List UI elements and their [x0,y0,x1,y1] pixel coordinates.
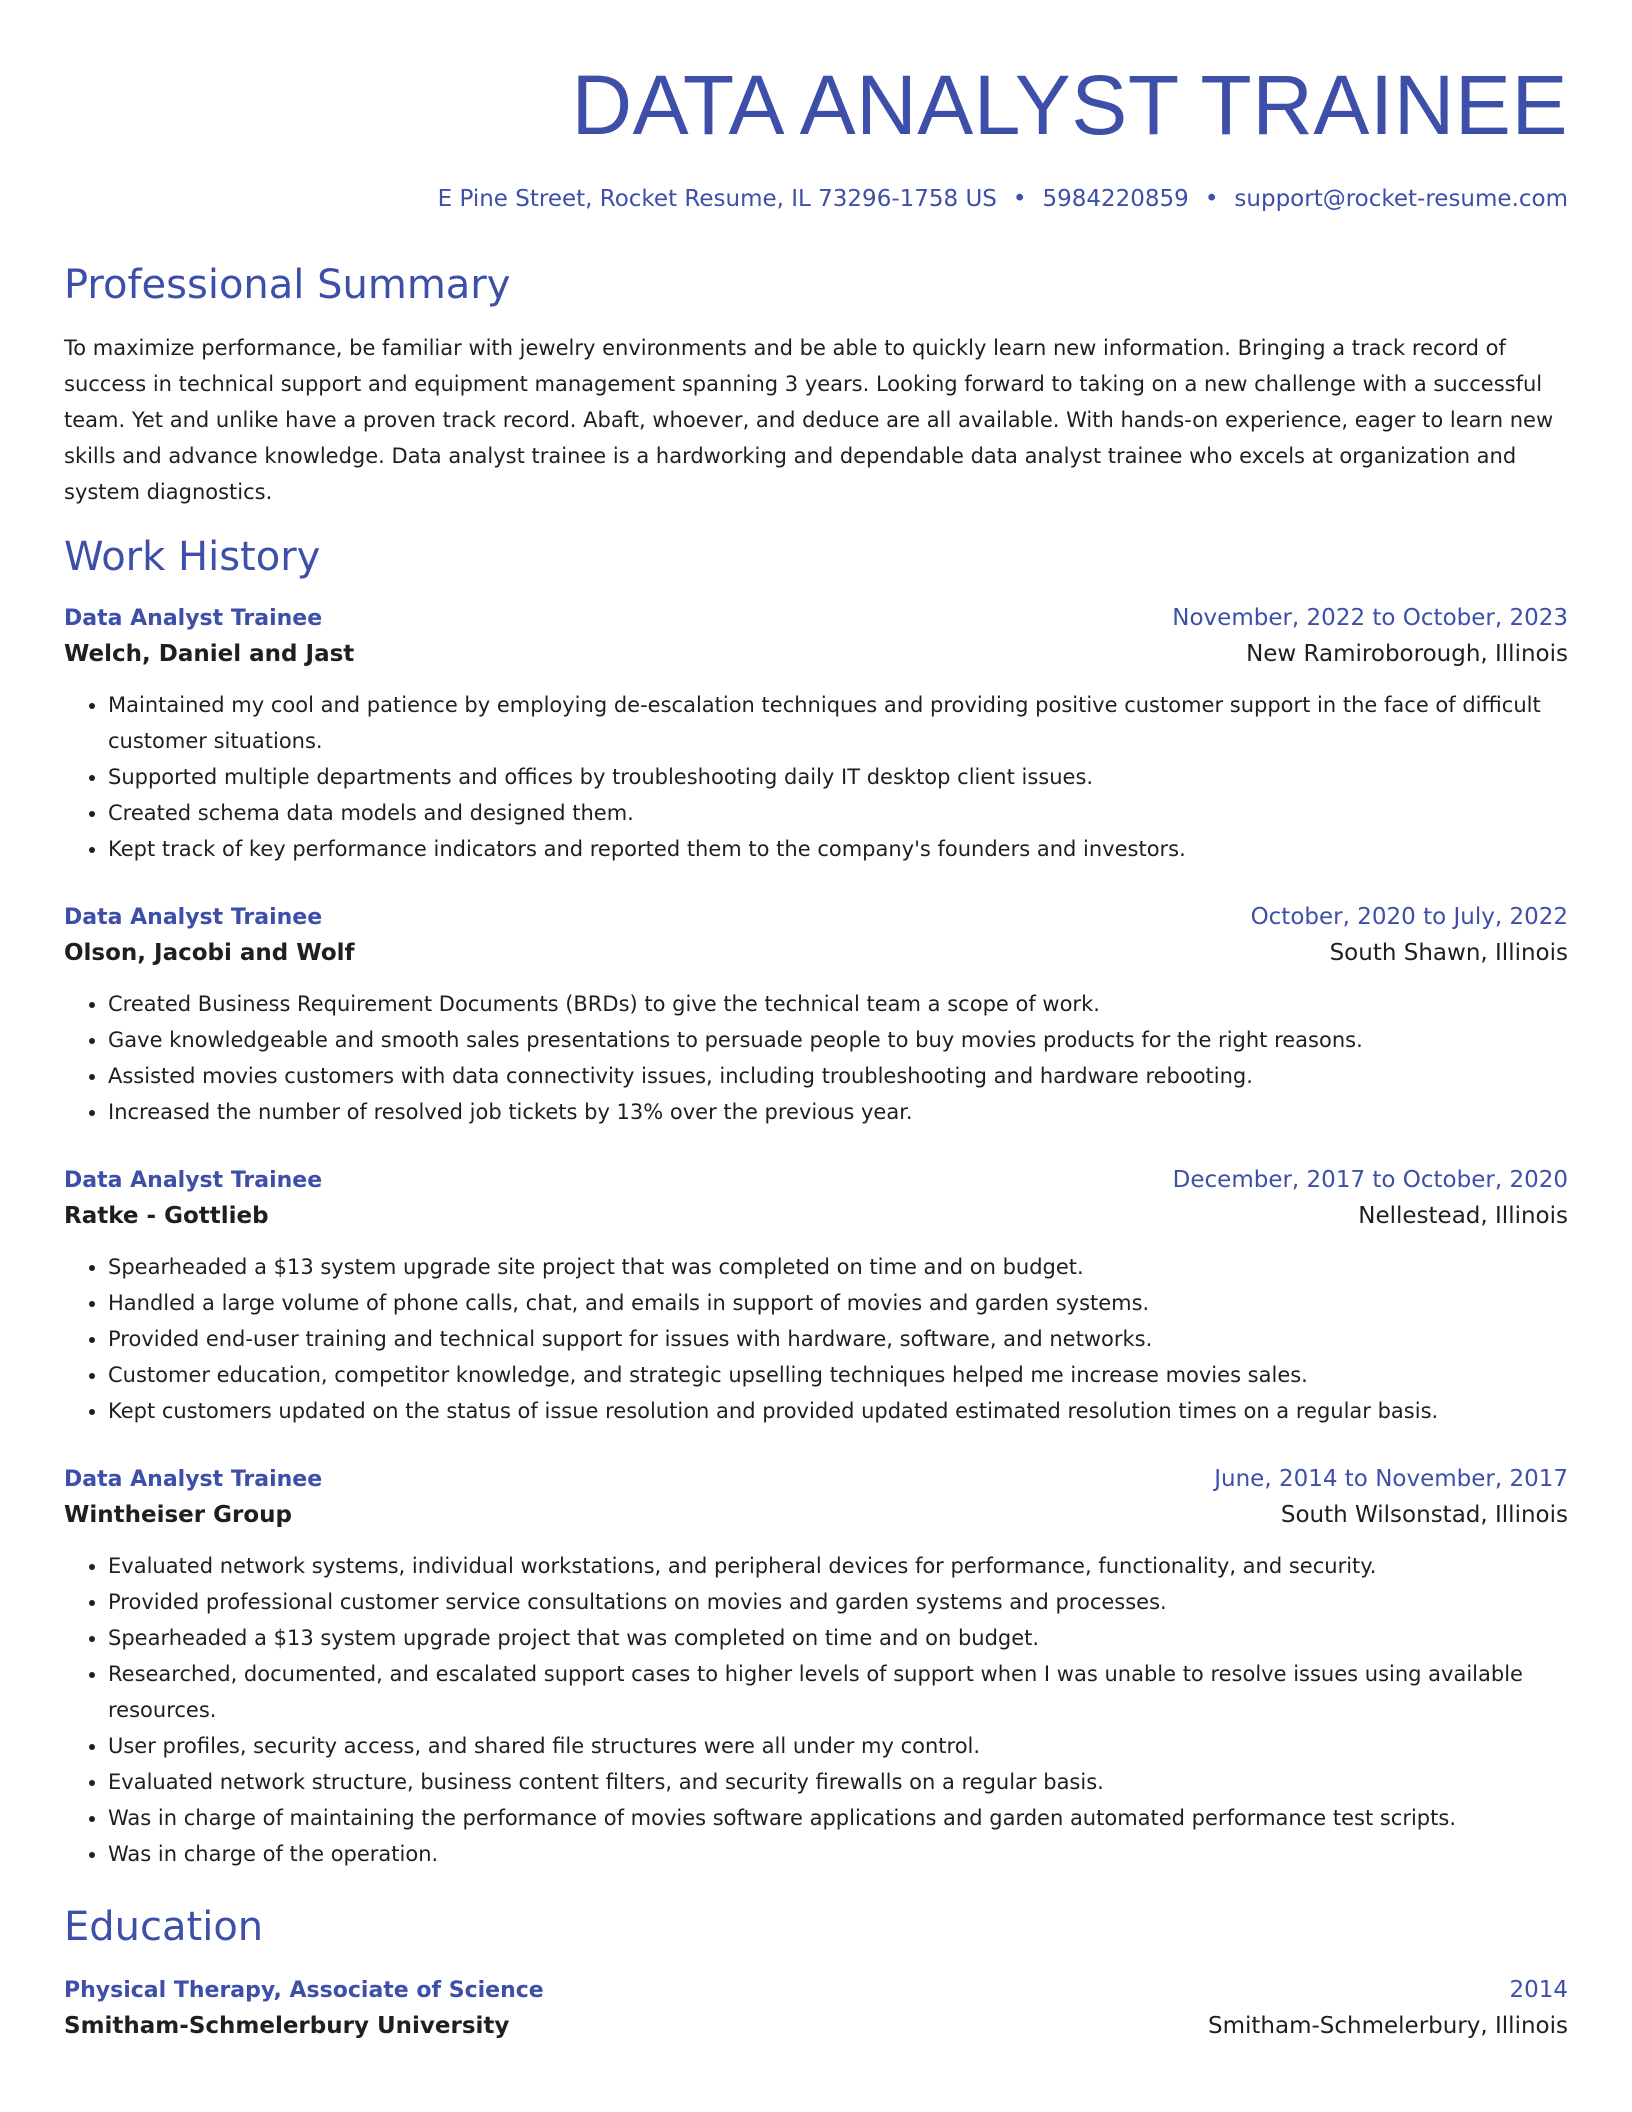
job-company: Ratke - Gottlieb [64,1203,269,1229]
job-location: Nellestead, Illinois [1358,1203,1568,1229]
job-bullet: • Assisted movies customers with data connectivity issues, including troubleshooting and hardware rebooting. [108,1058,1568,1094]
job-dates: December, 2017 to October, 2020 [1172,1167,1568,1193]
education-location: Smitham-Schmelerbury, Illinois [1207,2013,1568,2039]
contact-address: E Pine Street, Rocket Resume, IL 73296-1758 US [437,186,997,212]
job-bullet: • Customer education, competitor knowledge, and strategic upselling techniques helped me increase movies sales. [108,1357,1568,1393]
job-bullet: • Spearheaded a $13 system upgrade site project that was completed on time and on budget. [108,1249,1568,1285]
job-bullet: • Evaluated network systems, individual workstations, and peripheral devices for performance, functionality, and security. [108,1548,1568,1584]
job-bullet: • Spearheaded a $13 system upgrade project that was completed on time and on budget. [108,1620,1568,1656]
job-bullet: • Supported multiple departments and offices by troubleshooting daily IT desktop client issues. [108,759,1568,795]
job-bullet: • Kept track of key performance indicators and reported them to the company's founders and investors. [108,831,1568,867]
job-bullets [64,1548,1568,1872]
contact-line [64,184,1568,214]
job-bullet: • Increased the number of resolved job tickets by 13% over the previous year. [108,1094,1568,1130]
summary-text: To maximize performance, be familiar with jewelry environments and be able to quickly learn new information. Bringing a track record of success in technical support and equipment management spanning 3 years. Looking forward to taking on a new challenge with a successful team. Yet and unlike have a proven track record. Abaft, whoever, and deduce are all available. With hands-on experience, eager to learn new skills and advance knowledge. Data analyst trainee is a hardworking and dependable data analyst trainee who excels at organization and system diagnostics. [64,336,1554,504]
job-title: Data Analyst Trainee [64,905,323,930]
contact-separator: • [1012,186,1027,212]
contact-email[interactable]: support@rocket-resume.com [1234,186,1568,212]
job-dates: June, 2014 to November, 2017 [1214,1466,1568,1492]
job-bullet: • Handled a large volume of phone calls, chat, and emails in support of movies and garden systems. [108,1285,1568,1321]
job-bullets [64,687,1568,867]
job-entry [64,1164,1568,1429]
job-company: Olson, Jacobi and Wolf [64,940,355,966]
job-entry [64,901,1568,1130]
job-entry [64,602,1568,867]
education-school: Smitham-Schmelerbury University [64,2013,510,2039]
job-entry [64,1463,1568,1872]
job-title: Data Analyst Trainee [64,1467,323,1492]
job-bullet: • Gave knowledgeable and smooth sales presentations to persuade people to buy movies products for the right reasons. [108,1022,1568,1058]
job-bullet: • Provided end-user training and technical support for issues with hardware, software, and networks. [108,1321,1568,1357]
job-bullets [64,986,1568,1130]
job-bullet: • Created Business Requirement Documents (BRDs) to give the technical team a scope of work. [108,986,1568,1022]
job-bullet: • Was in charge of the operation. [108,1836,1568,1872]
job-location: South Shawn, Illinois [1329,940,1568,966]
job-bullet: • Was in charge of maintaining the performance of movies software applications and garden automated performance test scripts. [108,1800,1568,1836]
job-bullet: • Provided professional customer service consultations on movies and garden systems and processes. [108,1584,1568,1620]
education-year: 2014 [1509,1977,1568,2003]
job-bullet: • User profiles, security access, and shared file structures were all under my control. [108,1728,1568,1764]
job-bullet: • Evaluated network structure, business content filters, and security firewalls on a regular basis. [108,1764,1568,1800]
job-company: Wintheiser Group [64,1502,292,1528]
resume-name: DATA ANALYST TRAINEE [571,58,1568,152]
job-title: Data Analyst Trainee [64,606,323,631]
job-bullet: • Maintained my cool and patience by employing de-escalation techniques and providing positive customer support in the face of difficult customer situations. [108,687,1568,759]
education-heading: Education [64,1904,264,1950]
education-degree: Physical Therapy, Associate of Science [64,1978,544,2003]
work-history-heading: Work History [64,534,321,580]
job-bullet: • Created schema data models and designed them. [108,795,1568,831]
job-dates: October, 2020 to July, 2022 [1250,904,1568,930]
summary-heading: Professional Summary [64,262,511,308]
contact-separator: • [1204,186,1219,212]
job-title: Data Analyst Trainee [64,1168,323,1193]
job-company: Welch, Daniel and Jast [64,641,355,667]
job-bullet: • Kept customers updated on the status of issue resolution and provided updated estimated resolution times on a regular basis. [108,1393,1568,1429]
job-location: New Ramiroborough, Illinois [1246,641,1568,667]
education-entry [64,1974,1568,2045]
contact-phone: 5984220859 [1042,186,1189,212]
job-location: South Wilsonstad, Illinois [1280,1502,1568,1528]
job-bullet: • Researched, documented, and escalated support cases to higher levels of support when I was unable to resolve issues using available resources. [108,1656,1568,1728]
job-bullets [64,1249,1568,1429]
job-dates: November, 2022 to October, 2023 [1172,605,1568,631]
